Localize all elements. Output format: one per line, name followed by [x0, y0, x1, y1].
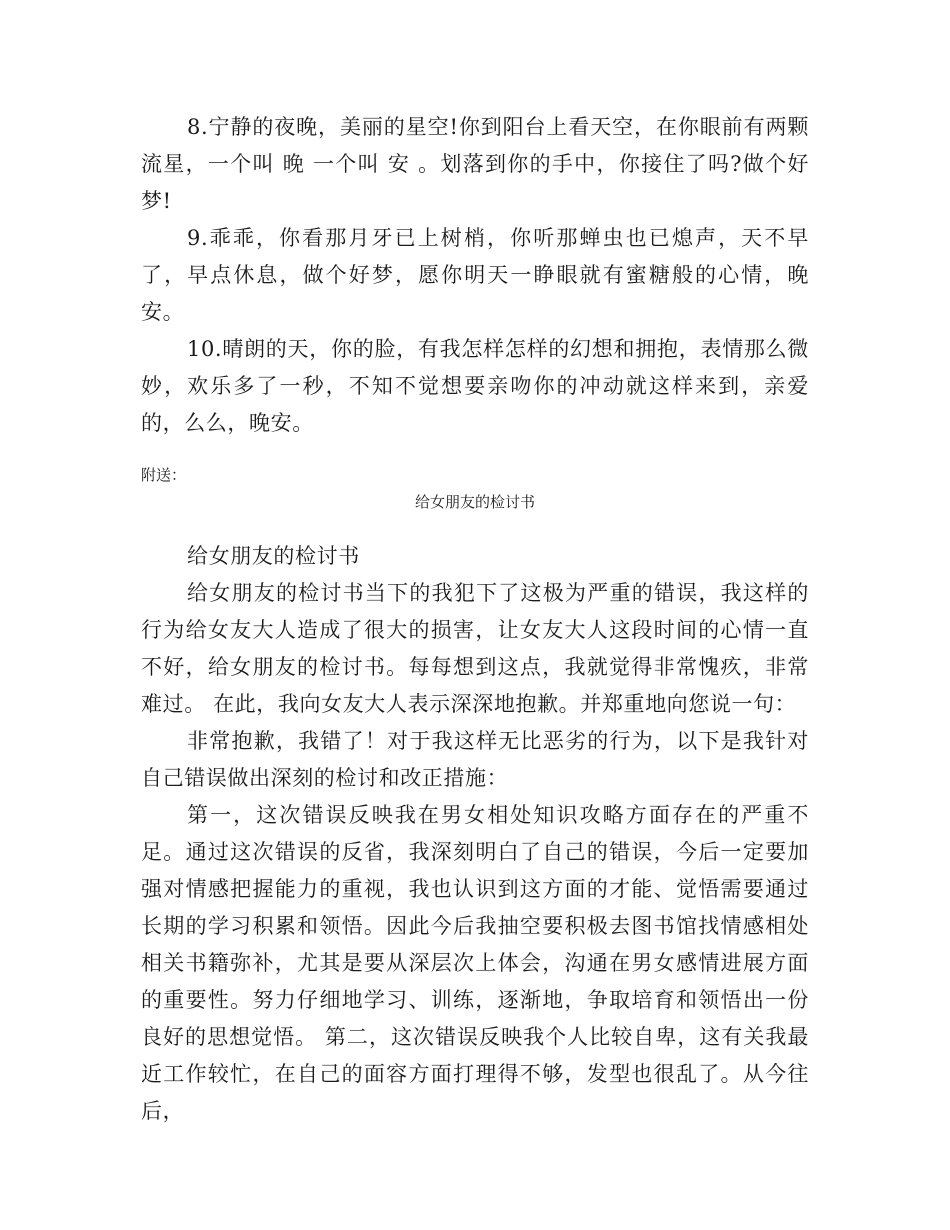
- letter-heading: 给女朋友的检讨书: [187, 544, 360, 568]
- letter-paragraph: 非常抱歉，我错了！对于我这样无比恶劣的行为，以下是我针对自己错误做出深刻的检讨和改正措施：: [141, 729, 809, 790]
- appendix-label: 附送：: [141, 466, 187, 484]
- letter-paragraph: 第一，这次错误反映我在男女相处知识攻略方面存在的严重不足。通过这次错误的反省，我深刻明白了自己的错误，今后一定要加强对情感把握能力的重视，我也认识到这方面的才能、觉悟需要通过长期的学习积累和领悟。因此今后我抽空要积极去图书馆找情感相处相关书籍弥补，尤其是要从深层次上体会，沟通在男女感情进展方面的重要性。努力仔细地学习、训练，逐渐地，争取培育和领悟出一份良好的思想觉悟。 第二，这次错误反映我个人比较自卑，这有关我最近工作较忙，在自己的面容方面打理得不够，发型也很乱了。从今往后，: [141, 803, 809, 1123]
- letter-paragraph: 给女朋友的检讨书当下的我犯下了这极为严重的错误，我这样的行为给女友大人造成了很大的损害，让女友大人这段时间的心情一直不好，给女朋友的检讨书。每每想到这点，我就觉得非常愧疚，非常难过。 在此，我向女友大人表示深深地抱歉。并郑重地向您说一句：: [141, 581, 809, 716]
- message-item-8: 8.宁静的夜晚，美丽的星空!你到阳台上看天空，在你眼前有两颗流星，一个叫 晚 一个叫 安 。划落到你的手中，你接住了吗?做个好梦!: [141, 115, 809, 213]
- apology-letter: [141, 538, 809, 1130]
- goodnight-messages: [141, 109, 809, 442]
- message-item-10: 10.晴朗的天，你的脸，有我怎样怎样的幻想和拥抱，表情那么微妙，欢乐多了一秒，不知不觉想要亲吻你的冲动就这样来到，亲爱的，么么，晚安。: [141, 337, 809, 435]
- message-item-9: 9.乖乖，你看那月牙已上树梢，你听那蝉虫也已熄声，天不早了，早点休息，做个好梦，愿你明天一睁眼就有蜜糖般的心情，晚安。: [141, 226, 809, 324]
- appendix-title: 给女朋友的检讨书: [414, 493, 535, 511]
